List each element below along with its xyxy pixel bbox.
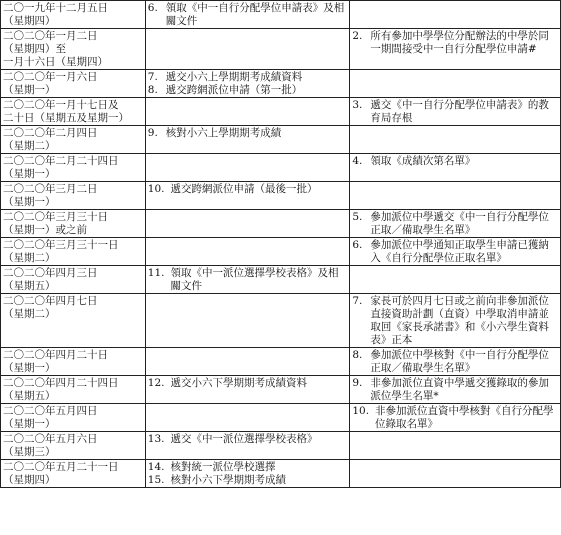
task-number: 7. — [147, 71, 158, 83]
secondary-school-task-cell — [350, 70, 561, 98]
task-text: 核對統一派位學校選擇 — [170, 461, 276, 473]
date-line: （星期一） — [3, 418, 56, 430]
task-text: 領取《成績次第名單》 — [370, 155, 476, 167]
secondary-school-task-cell — [350, 294, 561, 348]
primary-school-task-cell — [145, 294, 350, 348]
task-text: 遞交跨網派位申請（第一批） — [165, 84, 303, 96]
task-text: 核對小六下學期期考成績 — [170, 474, 286, 486]
primary-school-task-cell — [145, 432, 350, 460]
secondary-school-task-cell — [350, 348, 561, 376]
date-cell — [1, 182, 146, 210]
task-text: 遞交《中一自行分配學位申請表》的教育局存根 — [370, 99, 549, 124]
date-cell — [1, 70, 146, 98]
date-line: （星期四） — [3, 15, 56, 27]
secondary-school-task-cell — [350, 432, 561, 460]
task-number: 6. — [352, 239, 363, 251]
date-cell — [1, 266, 146, 294]
task-number: 4. — [352, 155, 363, 167]
date-line: （星期一）或之前 — [3, 224, 87, 236]
secondary-school-task-cell — [350, 460, 561, 488]
task-number: 13. — [147, 433, 165, 445]
primary-school-task-cell — [145, 126, 350, 154]
task-number: 6. — [147, 2, 158, 14]
date-line: （星期二） — [3, 140, 56, 152]
schedule-row — [1, 238, 561, 266]
secondary-school-task-cell — [350, 1, 561, 29]
date-line: 二〇二〇年二月二十四日 — [3, 155, 119, 167]
date-cell — [1, 98, 146, 126]
schedule-row — [1, 1, 561, 29]
date-cell — [1, 29, 146, 70]
date-line: 二〇二〇年三月二日 — [3, 183, 98, 195]
secondary-school-task-cell — [350, 182, 561, 210]
task-number: 2. — [352, 30, 363, 42]
date-cell — [1, 432, 146, 460]
task-text: 參加派位中學通知正取學生申請已獲納入《自行分配學位正取名單》 — [370, 239, 549, 264]
date-line: 二〇二〇年三月三十日 — [3, 211, 108, 223]
date-line: 二〇二〇年四月二十日 — [3, 349, 108, 361]
task-number: 14. — [147, 461, 165, 473]
task-text: 所有參加中學學位分配辦法的中學於同一期間接受中一自行分配學位申請# — [370, 30, 549, 55]
task-number: 9. — [352, 377, 363, 389]
task-item — [352, 239, 558, 265]
primary-school-task-cell — [145, 29, 350, 70]
secondary-school-task-cell — [350, 29, 561, 70]
schedule-row — [1, 404, 561, 432]
date-line: 二〇二〇年二月四日 — [3, 127, 98, 139]
task-number: 15. — [147, 474, 165, 486]
primary-school-task-cell — [145, 266, 350, 294]
date-line: （星期一） — [3, 196, 56, 208]
date-line: （星期二） — [3, 252, 56, 264]
date-line: （星期三） — [3, 446, 56, 458]
task-item — [148, 127, 348, 140]
date-cell — [1, 1, 146, 29]
task-item — [148, 474, 348, 487]
schedule-row — [1, 266, 561, 294]
schedule-row — [1, 98, 561, 126]
task-text: 領取《中一自行分配學位申請表》及相關文件 — [165, 2, 345, 27]
schedule-rows — [1, 1, 561, 488]
primary-school-task-cell — [145, 238, 350, 266]
task-number: 7. — [352, 295, 363, 307]
task-item — [148, 2, 348, 28]
task-number: 8. — [352, 349, 363, 361]
date-line: （星期五） — [3, 280, 56, 292]
task-number: 10. — [352, 405, 370, 417]
date-line: 二〇二〇年五月四日 — [3, 405, 98, 417]
date-line: （星期一） — [3, 168, 56, 180]
date-line: 二〇二〇年四月七日 — [3, 295, 98, 307]
secondary-school-task-cell — [350, 126, 561, 154]
task-item — [352, 405, 558, 431]
primary-school-task-cell — [145, 376, 350, 404]
date-line: （星期一） — [3, 362, 56, 374]
date-line: 一月十六日（星期四） — [3, 56, 108, 68]
task-item — [148, 267, 348, 293]
date-line: 二〇二〇年五月二十一日 — [3, 461, 119, 473]
date-cell — [1, 404, 146, 432]
task-number: 12. — [147, 377, 165, 389]
schedule-row — [1, 29, 561, 70]
primary-school-task-cell — [145, 210, 350, 238]
task-text: 遞交小六下學期期考成績資料 — [170, 377, 307, 389]
task-text: 非參加派位直資中學核對《自行分配學位錄取名單》 — [375, 405, 554, 430]
primary-school-task-cell — [145, 154, 350, 182]
secondary-school-task-cell — [350, 98, 561, 126]
date-cell — [1, 460, 146, 488]
task-number: 9. — [147, 127, 158, 139]
secondary-school-task-cell — [350, 376, 561, 404]
date-line: （星期四） — [3, 474, 56, 486]
schedule-row — [1, 432, 561, 460]
date-cell — [1, 210, 146, 238]
primary-school-task-cell — [145, 98, 350, 126]
schedule-row — [1, 182, 561, 210]
schedule-row — [1, 294, 561, 348]
date-cell — [1, 376, 146, 404]
primary-school-task-cell — [145, 348, 350, 376]
date-cell — [1, 294, 146, 348]
schedule-row — [1, 348, 561, 376]
schedule-row — [1, 70, 561, 98]
task-text: 領取《中一派位選擇學校表格》及相關文件 — [170, 267, 339, 292]
schedule-row — [1, 210, 561, 238]
task-item — [148, 84, 348, 97]
secondary-school-task-cell — [350, 404, 561, 432]
task-text: 參加派位中學核對《中一自行分配學位正取／備取學生名單》 — [370, 349, 549, 374]
task-text: 遞交《中一派位選擇學校表格》 — [170, 433, 318, 445]
date-line: （星期二） — [3, 308, 56, 320]
task-item — [352, 30, 558, 56]
schedule-row — [1, 126, 561, 154]
primary-school-task-cell — [145, 404, 350, 432]
task-item — [352, 349, 558, 375]
primary-school-task-cell — [145, 182, 350, 210]
task-text: 遞交小六上學期期考成績資料 — [165, 71, 303, 83]
task-text: 核對小六上學期期考成績 — [165, 127, 282, 139]
primary-school-task-cell — [145, 1, 350, 29]
task-text: 參加派位中學遞交《中一自行分配學位正取／備取學生名單》 — [370, 211, 549, 236]
date-cell — [1, 348, 146, 376]
date-line: （星期四）至 — [3, 43, 66, 55]
date-line: 二〇二〇年四月二十四日 — [3, 377, 119, 389]
schedule-row — [1, 154, 561, 182]
date-line: 二〇二〇年一月十七日及 — [3, 99, 119, 111]
task-number: 3. — [352, 99, 363, 111]
date-line: 二〇二〇年三月三十一日 — [3, 239, 119, 251]
schedule-row — [1, 460, 561, 488]
task-item — [148, 183, 348, 196]
date-line: 二〇二〇年一月二日 — [3, 30, 98, 42]
date-line: 二〇二〇年四月三日 — [3, 267, 98, 279]
task-item — [148, 433, 348, 446]
date-cell — [1, 126, 146, 154]
task-item — [148, 71, 348, 84]
task-item — [352, 295, 558, 347]
date-line: （星期一） — [3, 84, 56, 96]
task-text: 遞交跨網派位申請（最後一批） — [170, 183, 318, 195]
date-cell — [1, 154, 146, 182]
schedule-row — [1, 376, 561, 404]
secondary-school-task-cell — [350, 154, 561, 182]
date-line: 二十日（星期五及星期一） — [3, 112, 129, 124]
secondary-school-task-cell — [350, 210, 561, 238]
date-line: 二〇二〇年五月六日 — [3, 433, 98, 445]
task-number: 11. — [147, 267, 165, 279]
task-number: 8. — [147, 84, 158, 96]
task-number: 5. — [352, 211, 363, 223]
primary-school-task-cell — [145, 70, 350, 98]
task-item — [352, 211, 558, 237]
secondary-school-task-cell — [350, 266, 561, 294]
task-item — [352, 377, 558, 403]
date-line: 二〇二〇年一月六日 — [3, 71, 98, 83]
date-line: 二〇一九年十二月五日 — [3, 2, 108, 14]
date-line: （星期五） — [3, 390, 56, 402]
primary-school-task-cell — [145, 460, 350, 488]
task-item — [352, 99, 558, 125]
task-number: 10. — [147, 183, 165, 195]
date-cell — [1, 238, 146, 266]
secondary-school-task-cell — [350, 238, 561, 266]
task-item — [352, 155, 558, 168]
task-item — [148, 377, 348, 390]
task-text: 非參加派位直資中學遞交獲錄取的參加派位學生名單* — [370, 377, 549, 402]
task-item — [148, 461, 348, 474]
task-text: 家長可於四月七日或之前向非參加派位直接資助計劃（直資）中學取消申請並取回《家長承諾書》和《小六學生資料表》正本 — [370, 295, 549, 346]
